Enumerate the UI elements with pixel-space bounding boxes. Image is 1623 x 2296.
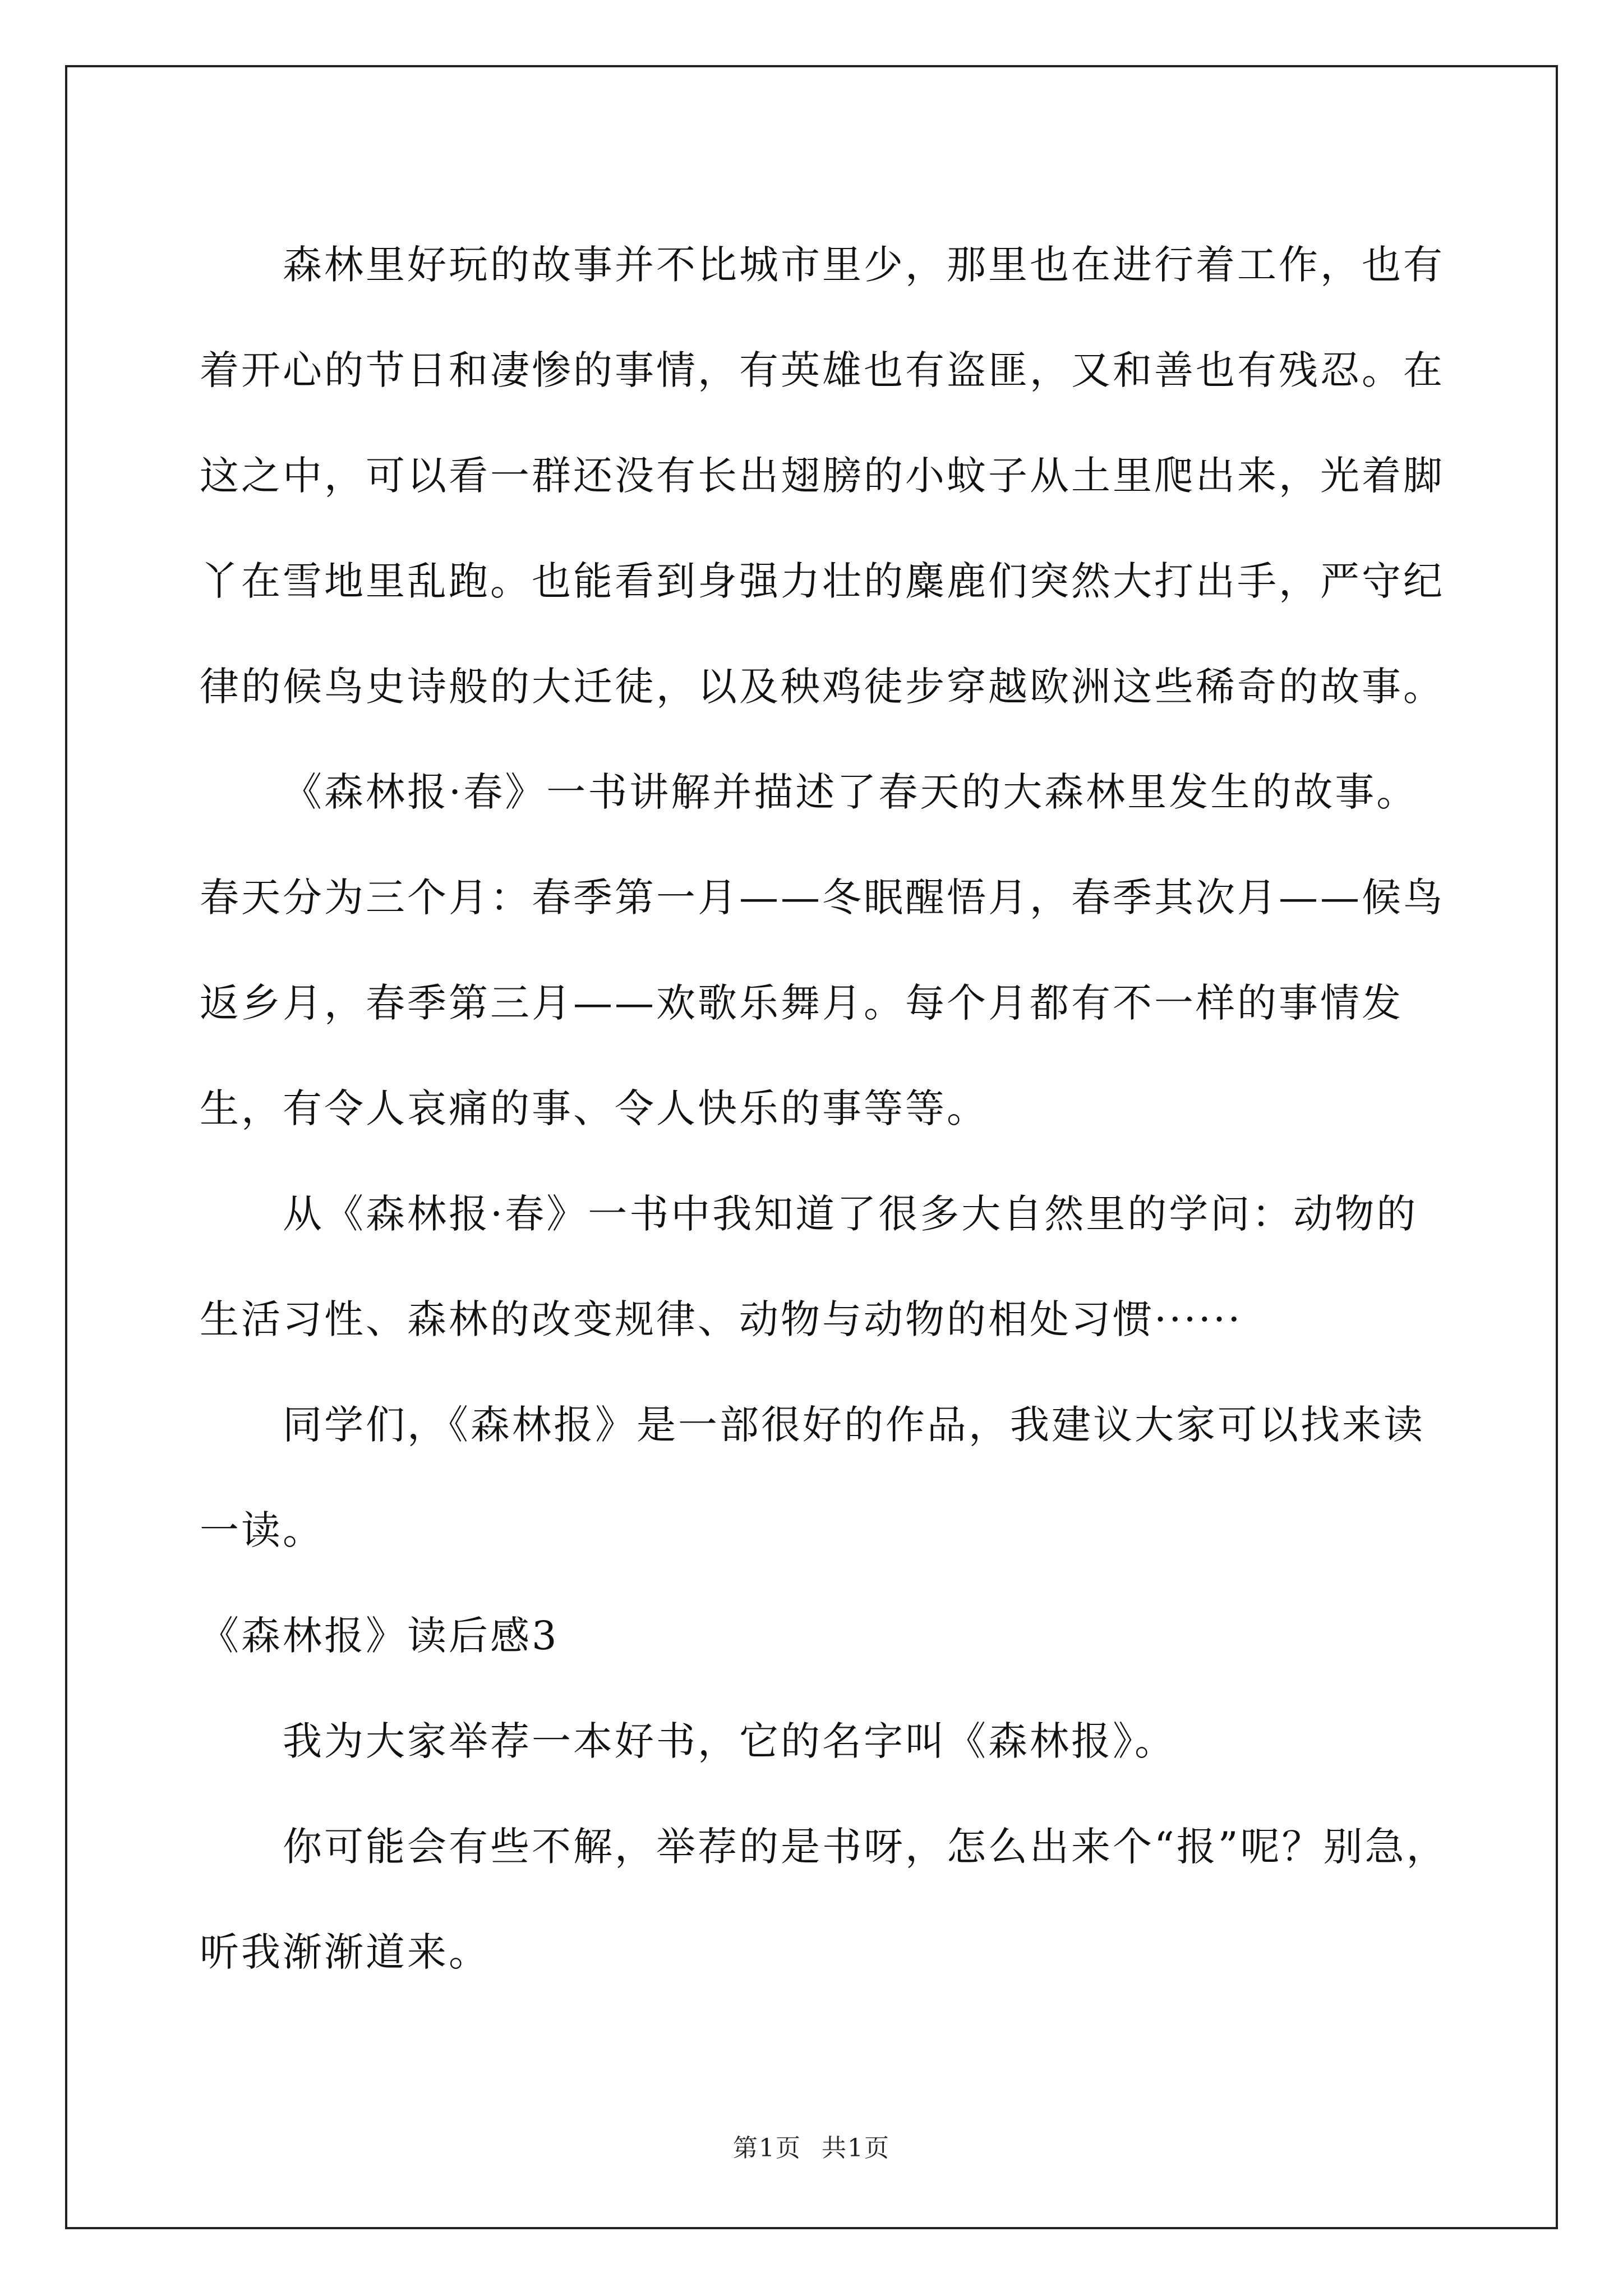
section-heading: 《森林报》读后感3: [200, 1613, 559, 1659]
page-number-current: 第1页: [733, 2134, 801, 2162]
paragraph-forest-stories: 森林里好玩的故事并不比城市里少，那里也在进行着工作，也有着开心的节日和凄惨的事情，有英雄也有盗匪，又和善也有残忍。在这之中，可以看一群还没有长出翅膀的小蚊子从土里爬出来，光着脚丫在雪地里乱跑。也能看到身强力壮的麋鹿们突然大打出手，严守纪律的候鸟史诗般的大迁徒，以及秧鸡徒步穿越欧洲这些稀奇的故事。: [200, 242, 1445, 710]
paragraph-book-explain: 你可能会有些不解，举荐的是书呀，怎么出来个“报”呢？别急，听我渐渐道来。: [200, 1824, 1448, 1975]
document-body: [200, 212, 1450, 2005]
page-number-total: 共1页: [822, 2134, 890, 2162]
paragraph-book-intro: 我为大家举荐一本好书，它的名字叫《森林报》。: [283, 1718, 1176, 1764]
paragraph-spring-volume: 《森林报·春》一书讲解并描述了春天的大森林里发生的故事。春天分为三个月：春季第一月——冬眠醒悟月，春季其次月——候鸟返乡月，春季第三月——欢歌乐舞月。每个月都有不一样的事情发生，有令人哀痛的事、令人快乐的事等等。: [200, 769, 1445, 1131]
page-footer: [0, 2132, 1623, 2165]
paragraph-knowledge: 从《森林报·春》一书中我知道了很多大自然里的学问：动物的生活习性、森林的改变规律、动物与动物的相处习惯······: [200, 1191, 1418, 1342]
paragraph-recommendation: 同学们，《森林报》是一部很好的作品，我建议大家可以找来读一读。: [200, 1402, 1425, 1553]
